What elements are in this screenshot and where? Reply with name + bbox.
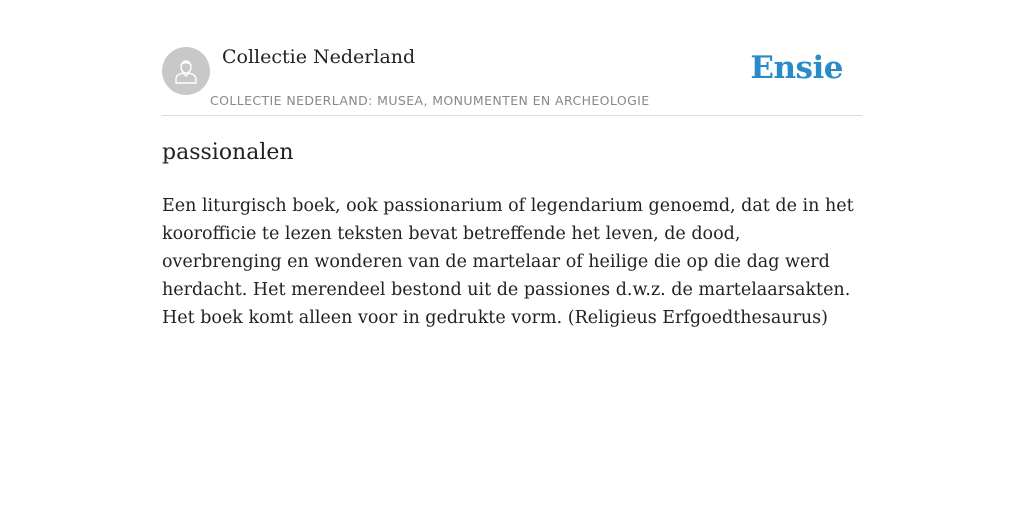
brand-logo[interactable]: Ensie xyxy=(750,50,843,86)
user-icon xyxy=(172,57,200,85)
entry-term: passionalen xyxy=(162,140,294,165)
entry-definition: Een liturgisch boek, ook passionarium of legendarium genoemd, dat de in het koorofficie te lezen teksten bevat betreffende het leven, de dood, overbrenging en wonderen van de martelaar of heilige die op die dag werd herdacht. Het merendeel bestond uit de passiones d.w.z. de martelaarsakten. Het boek komt alleen voor in gedrukte vorm. (Religieus Erfgoedthesaurus) xyxy=(162,196,854,328)
author-subtitle[interactable]: COLLECTIE NEDERLAND: MUSEA, MONUMENTEN EN ARCHEOLOGIE xyxy=(210,93,650,108)
entry-card xyxy=(162,0,862,328)
author-name[interactable]: Collectie Nederland xyxy=(222,46,416,68)
author-avatar[interactable] xyxy=(162,47,210,95)
author-header xyxy=(162,0,862,116)
